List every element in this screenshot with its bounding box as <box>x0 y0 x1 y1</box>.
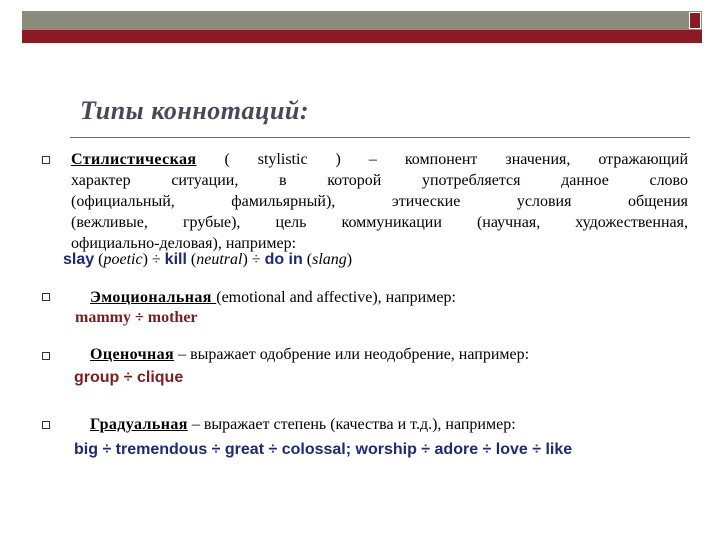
bullet-square-icon <box>42 421 50 429</box>
example-emotional: mammy ÷ mother <box>75 309 198 326</box>
example-word: kill <box>164 251 187 268</box>
title-rule <box>70 137 690 138</box>
item-evaluative-text: – выражает одобрение или неодобрение, например: <box>174 346 530 363</box>
bullet-square-icon <box>42 293 50 301</box>
item-gradual-text: – выражает степень (качества и т.д.), например: <box>187 416 516 433</box>
example-evaluative: group ÷ clique <box>74 369 184 386</box>
example-style-label: neutral <box>196 251 243 268</box>
term-gradual: Градуальная <box>90 416 188 433</box>
item-stylistic-line-5: официально-деловая), например: <box>71 235 297 252</box>
item-stylistic-line-3: (официальный, фамильярный), этические условия общения <box>71 193 688 210</box>
item-stylistic-line-2: характер ситуации, в которой употребляется данное слово <box>71 172 688 189</box>
bullet-square-icon <box>42 156 50 164</box>
example-gradual: big ÷ tremendous ÷ great ÷ colossal; worship ÷ adore ÷ love ÷ like <box>74 441 573 458</box>
corner-square-fill <box>690 13 700 28</box>
header-bar-red-end <box>688 30 702 43</box>
item-emotional-text: (emotional and affective), например: <box>216 289 456 306</box>
example-style-label: slang <box>312 251 347 268</box>
item-stylistic <box>71 149 688 254</box>
term-stylistic: Стилистическая <box>71 151 197 168</box>
example-style-label: poetic <box>103 251 143 268</box>
item-stylistic-line-1: ( stylistic ) – компонент значения, отражающий <box>196 151 688 168</box>
example-word: do in <box>264 251 303 268</box>
item-gradual <box>90 416 516 434</box>
example-stylistic <box>63 251 352 269</box>
term-evaluative: Оценочная <box>90 346 175 363</box>
page-title: Типы коннотаций: <box>80 96 310 125</box>
header-bar-grey <box>22 11 688 30</box>
example-punct: ) ÷ <box>242 251 265 268</box>
example-punct: ( <box>94 251 104 268</box>
item-stylistic-line-4: (вежливые, грубые), цель коммуникации (научная, художественная, <box>71 214 688 231</box>
item-emotional <box>90 289 456 307</box>
example-punct: ( <box>186 251 197 268</box>
example-word: slay <box>63 251 95 268</box>
example-punct: ) ÷ <box>142 251 165 268</box>
item-evaluative <box>90 346 529 364</box>
example-punct: ( <box>302 251 313 268</box>
term-emotional: Эмоциональная <box>90 289 217 306</box>
example-punct: ) <box>346 251 353 268</box>
header-bar-red <box>22 30 688 43</box>
bullet-square-icon <box>42 352 50 360</box>
